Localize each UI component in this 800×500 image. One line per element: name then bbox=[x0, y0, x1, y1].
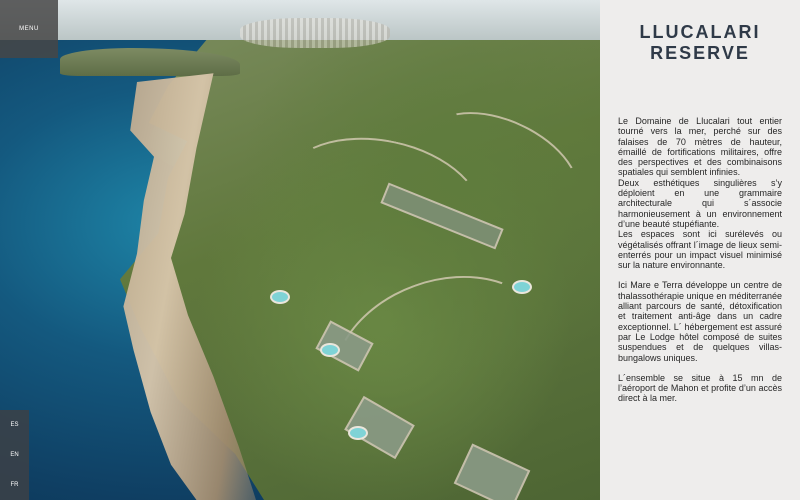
description-paragraph: Ici Mare e Terra développe un centre de thalassothérapie unique en méditerranée alliant parcours de santé, détoxification et traitement anti-âge dans un cadre exceptionnel. L´ hébergement est assuré par Le Lodge hôtel composé de suites suspendues et de quelques villas-bungalows uniques. bbox=[618, 280, 782, 363]
pool bbox=[348, 426, 368, 440]
pool bbox=[512, 280, 532, 294]
title-line-2: RESERVE bbox=[650, 43, 750, 63]
language-switcher bbox=[0, 410, 29, 500]
description-paragraph: L´ensemble se situe à 15 mn de l’aéroport de Mahon et profite d’un accès direct à la mer. bbox=[618, 372, 782, 404]
menu-label: MENU bbox=[19, 26, 39, 32]
page-title bbox=[618, 22, 782, 64]
pool bbox=[270, 290, 290, 304]
description-paragraph: Deux esthétiques singulières s’y déploient en une grammaire architecturale qui s´associe harmonieusement à un environnement d’une beauté stupéfiante. bbox=[618, 177, 782, 229]
info-panel bbox=[600, 0, 800, 500]
language-es[interactable]: ES bbox=[10, 422, 19, 428]
description-paragraph: Les espaces sont ici surélevés ou végétalisés offrant l´image de lieux semi-enterrés pour un impact visuel minimisé sur la nature environnante. bbox=[618, 229, 782, 271]
language-en[interactable]: EN bbox=[10, 452, 19, 458]
language-fr[interactable]: FR bbox=[10, 482, 19, 488]
pool bbox=[320, 343, 340, 357]
distant-town bbox=[240, 18, 390, 48]
menu-button[interactable] bbox=[0, 0, 58, 58]
title-line-1: LLUCALARI bbox=[639, 22, 761, 42]
description-paragraph: Le Domaine de Llucalari tout entier tourné vers la mer, perché sur des falaises de 70 mètres de hauteur, émaillé de fortifications militaires, offre des perspectives et des combinaisons spatiales qui semblent infinies. bbox=[618, 116, 782, 178]
